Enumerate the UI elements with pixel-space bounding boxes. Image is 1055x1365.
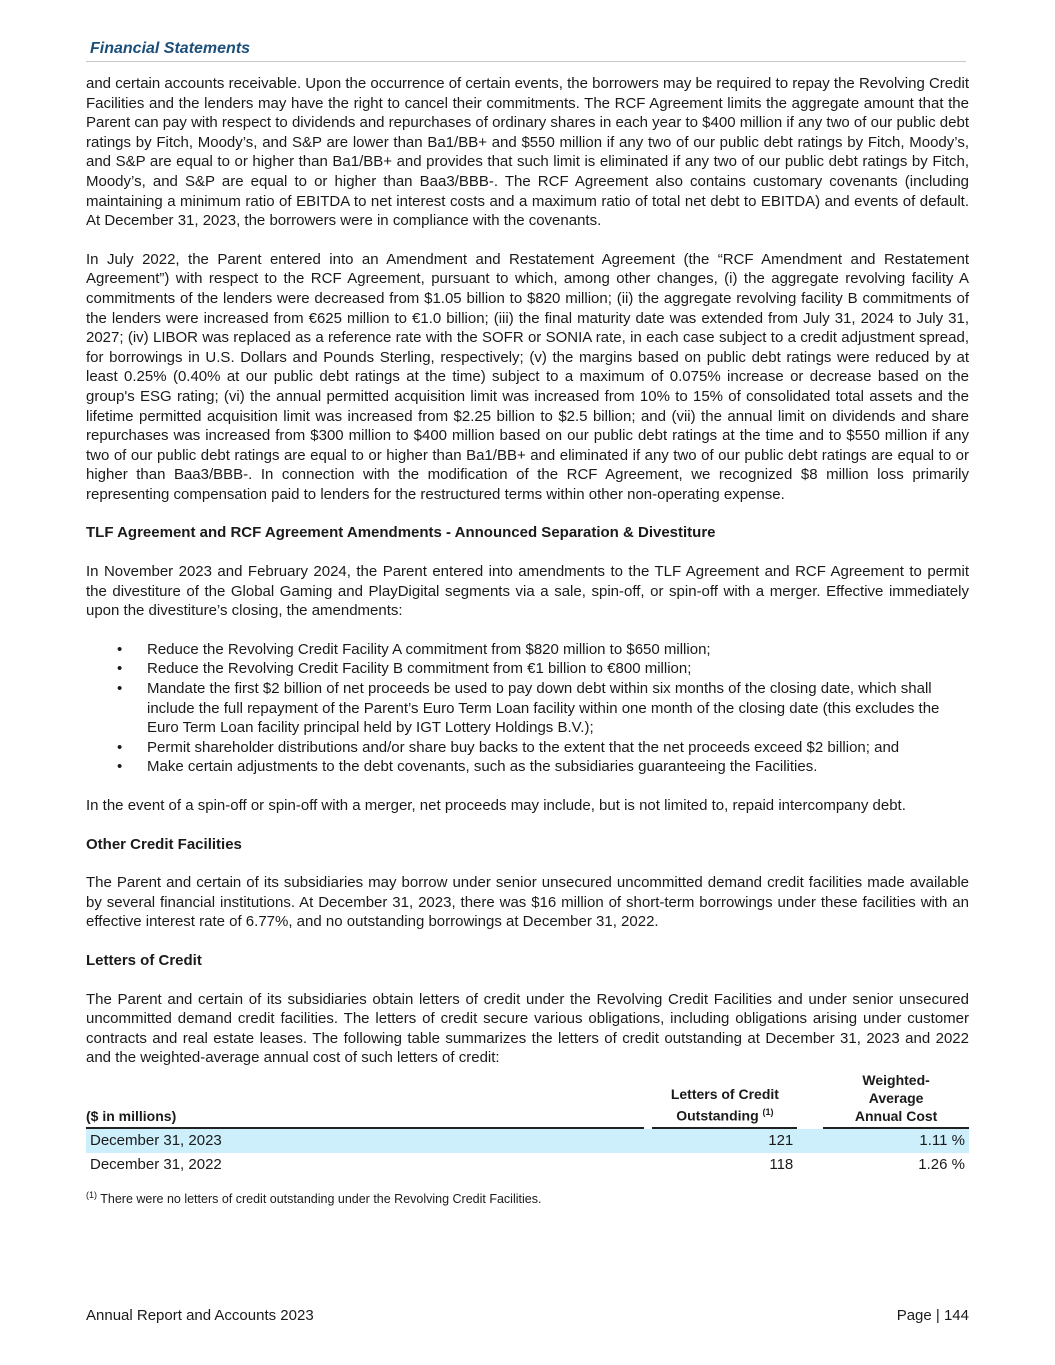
outstanding-value: 118 <box>769 1155 794 1173</box>
list-item: • Reduce the Revolving Credit Facility B commitment from €1 billion to €800 million; <box>147 659 969 679</box>
page-header <box>86 40 966 62</box>
letters-of-credit-table <box>86 1071 969 1176</box>
document-body <box>86 74 969 1210</box>
paragraph-letters-of-credit: The Parent and certain of its subsidiaries obtain letters of credit under the Revolving Credit Facilities and under senior unsecured uncommitted demand credit facilities. The letters of credit secure various obligations, including obligations arising under customer contracts and real estate leases. The following table summarizes the letters of credit outstanding at December 31, 2023 and 2022 and the weighted-average annual cost of such letters of credit: <box>86 990 969 1067</box>
paragraph-divestiture-amendments: In November 2023 and February 2024, the Parent entered into amendments to the TLF Agreement and RCF Agreement to permit the divestiture of the Global Gaming and PlayDigital segments via a sale, spin-off, or spin-off with a merger. Effective immediately upon the divestiture’s closing, the amendments: <box>86 563 969 620</box>
page-number: Page | 144 <box>896 1307 969 1324</box>
heading-letters-of-credit: Letters of Credit <box>86 951 202 969</box>
list-item: • Permit shareholder distributions and/or share buy backs to the extent that the net proceeds exceed $2 billion; and <box>147 738 969 758</box>
paragraph-rcf-covenants: and certain accounts receivable. Upon the occurrence of certain events, the borrowers may be required to repay the Revolving Credit Facilities and the lenders may have the right to cancel their commitments. The RCF Agreement limits the aggregate amount that the Parent can pay with respect to dividends and repurchases of ordinary shares in each year to $400 million if any two of our public debt ratings by Fitch, Moody’s, and S&P are lower than Ba1/BB+ and $550 million if any two of our public debt ratings by Fitch, Moody’s, and S&P are equal to or higher than Ba1/BB+ and provides that such limit is eliminated if any two of our public debt ratings by Fitch, Moody’s, and S&P are equal to or higher than Baa3/BBB-. The RCF Agreement also contains customary covenants (including maintaining a minimum ratio of EBITDA to net interest costs and a maximum ratio of total net debt to EBITDA) and events of default. At December 31, 2023, the borrowers were in compliance with the covenants. <box>86 75 970 230</box>
table-row <box>86 1153 969 1177</box>
cost-value: 1.11 % <box>823 1129 969 1153</box>
paragraph-rcf-amendment: In July 2022, the Parent entered into an Amendment and Restatement Agreement (the “RCF Amendment and Restatement Agreement”) with respect to the RCF Agreement, pursuant to which, among other changes, (i) the aggregate revolving facility A commitments of the lenders were decreased from $1.05 billion to $820 million; (ii) the aggregate revolving facility B commitments of the lenders were increased from €625 million to €1.0 billion; (iii) the final maturity date was extended from July 31, 2024 to July 31, 2027; (iv) LIBOR was replaced as a reference rate with the SOFR or SONIA rate, in each case subject to a credit adjustment spread, for borrowings in U.S. Dollars and Pounds Sterling, respectively; (v) the margins based on public debt ratings were reduced by at least 0.25% (0.40% at our public debt ratings at the time) subject to a maximum of 0.075% increase or decrease based on the group's ESG rating; (vi) the annual permitted acquisition limit was increased from 10% to 15% of consolidated total assets and the lifetime permitted acquisition limit was increased from $2.25 billion to $2.5 billion; and (vii) the annual limit on dividends and share repurchases was increased from $300 million to $400 million based on our public debt ratings at the time and to $550 million if any two of our public debt ratings are equal to or higher than Ba1/BB+ and eliminated if any two of our public debt ratings are equal to or higher than Baa3/BBB-. In connection with the modification of the RCF Agreement, we recognized $8 million loss primarily representing compensation paid to lenders for the restructured terms within other non-operating expense. <box>86 250 969 503</box>
heading-other-credit-facilities: Other Credit Facilities <box>86 835 242 853</box>
list-item: • Mandate the first $2 billion of net proceeds be used to pay down debt within six months of the closing date, which shall include the full repayment of the Parent’s Euro Term Loan facility within one month of the closing date (this excludes the Euro Term Loan facility principal held by IGT Lottery Holdings B.V.); <box>147 679 969 738</box>
table-row <box>86 1129 969 1153</box>
page-footer <box>86 1307 969 1324</box>
table-footnote: $^{(1)}$ There were no letters of credit outstanding under the Revolving Credit Facilities. <box>86 1190 542 1207</box>
column-header-annual-cost: Weighted- Average Annual Cost <box>823 1071 969 1129</box>
column-header-outstanding: Letters of Credit Outstanding $^{(1)}$ <box>652 1071 797 1129</box>
list-item: • Make certain adjustments to the debt covenants, such as the subsidiaries guaranteeing the Facilities. <box>147 757 969 777</box>
heading-tlf-rcf-amendments: TLF Agreement and RCF Agreement Amendments - Announced Separation & Divestiture <box>86 524 716 542</box>
paragraph-net-proceeds: In the event of a spin-off or spin-off with a merger, net proceeds may include, but is not limited to, repaid intercompany debt. <box>86 797 906 814</box>
paragraph-other-credit-facilities: The Parent and certain of its subsidiaries may borrow under senior unsecured uncommitted demand credit facilities made available by several financial institutions. At December 31, 2023, there was $16 million of short-term borrowings under these facilities with an effective interest rate of 6.77%, and no outstanding borrowings at December 31, 2022. <box>86 874 969 931</box>
row-label: December 31, 2023 <box>86 1129 644 1153</box>
row-label: December 31, 2022 <box>90 1155 222 1173</box>
amendments-list <box>86 640 969 777</box>
list-item: • Reduce the Revolving Credit Facility A commitment from $820 million to $650 million; <box>147 640 969 660</box>
section-title: Financial Statements <box>90 40 251 57</box>
outstanding-value: 121 <box>652 1129 797 1153</box>
footer-report-title: Annual Report and Accounts 2023 <box>86 1307 314 1324</box>
column-header-units: ($ in millions) <box>86 1071 644 1129</box>
cost-value: 1.26 % <box>918 1155 965 1173</box>
